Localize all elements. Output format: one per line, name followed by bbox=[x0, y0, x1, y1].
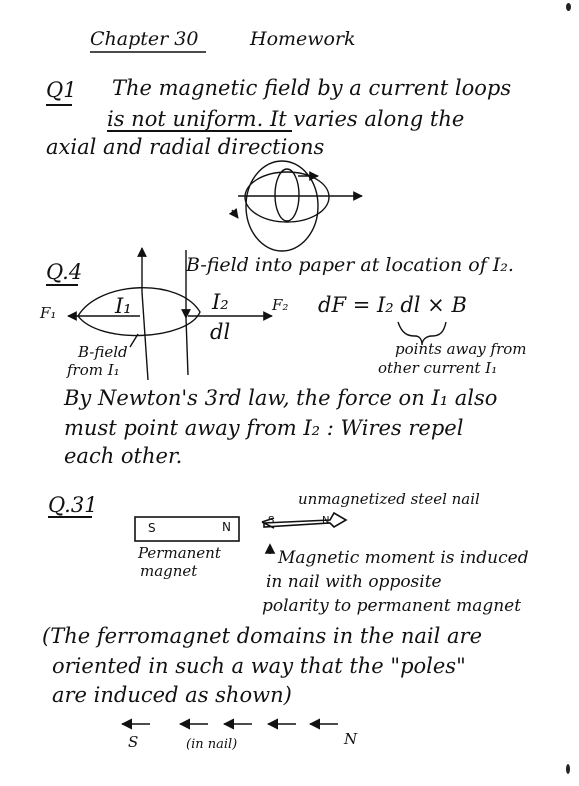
moment-line-2: in nail with opposite bbox=[266, 572, 442, 592]
points-away-line-2: other current I₁ bbox=[378, 359, 498, 377]
q1-emphasis-underline bbox=[107, 130, 292, 132]
magnet-s-label: S bbox=[148, 521, 156, 535]
dl-label: dl bbox=[210, 320, 231, 344]
current-i1-label: I₁ bbox=[115, 294, 132, 318]
permanent-line-2: magnet bbox=[140, 562, 198, 580]
moment-line-1: Magnetic moment is induced bbox=[278, 548, 529, 568]
q4-label-underline bbox=[46, 284, 78, 286]
force-equation: dF = I₂ dl × B bbox=[318, 293, 467, 317]
domain-paragraph-line-2: oriented in such a way that the "poles" bbox=[52, 654, 466, 678]
bottom-s-label: S bbox=[128, 733, 139, 751]
permanent-line-1: Permanent bbox=[138, 544, 221, 562]
points-away-line-1: points away from bbox=[395, 340, 527, 358]
nail-s-label: S bbox=[268, 515, 275, 526]
scan-speck bbox=[566, 764, 570, 774]
current-loop-figure bbox=[232, 161, 362, 251]
nail-title: unmagnetized steel nail bbox=[298, 490, 480, 508]
moment-line-3: polarity to permanent magnet bbox=[262, 596, 522, 616]
q1-line-1: The magnetic field by a current loops bbox=[112, 76, 512, 100]
in-nail-label: (in nail) bbox=[186, 737, 238, 752]
nail-n-label: N bbox=[322, 515, 330, 526]
q1-line-3: axial and radial directions bbox=[46, 135, 325, 159]
magnet-n-label: N bbox=[222, 520, 231, 534]
bfield-from-line-1: B-field bbox=[78, 343, 128, 361]
newton-line-1: By Newton's 3rd law, the force on I₁ also bbox=[64, 386, 498, 410]
q1-line-2 bbox=[107, 109, 464, 130]
current-i2-label: I₂ bbox=[212, 290, 229, 314]
bottom-n-label: N bbox=[344, 730, 358, 748]
q1-emphasis: is not uniform bbox=[107, 107, 257, 131]
newton-line-2: must point away from I₂ : Wires repel bbox=[64, 416, 464, 440]
q1-label-underline bbox=[46, 104, 72, 106]
force-f2-label: F₂ bbox=[272, 296, 289, 314]
bfield-from-line-2: from I₁ bbox=[67, 361, 120, 379]
scan-speck bbox=[566, 3, 571, 11]
q1-label: Q1 bbox=[46, 78, 77, 102]
q4-bfield-note: B-field into paper at location of I₂. bbox=[186, 254, 514, 276]
q1-line-2-rest: . It varies along the bbox=[256, 107, 465, 131]
q31-label-underline bbox=[48, 516, 92, 518]
newton-line-3: each other. bbox=[64, 444, 183, 468]
q4-label: Q.4 bbox=[46, 260, 83, 284]
chapter-title: Chapter 30 bbox=[90, 28, 199, 50]
domain-paragraph-line-1: (The ferromagnet domains in the nail are bbox=[42, 624, 483, 648]
q31-label: Q.31 bbox=[48, 493, 98, 517]
homework-title: Homework bbox=[250, 28, 356, 50]
force-f1-label: F₁ bbox=[40, 304, 57, 322]
domain-paragraph-line-3: are induced as shown) bbox=[52, 683, 292, 707]
